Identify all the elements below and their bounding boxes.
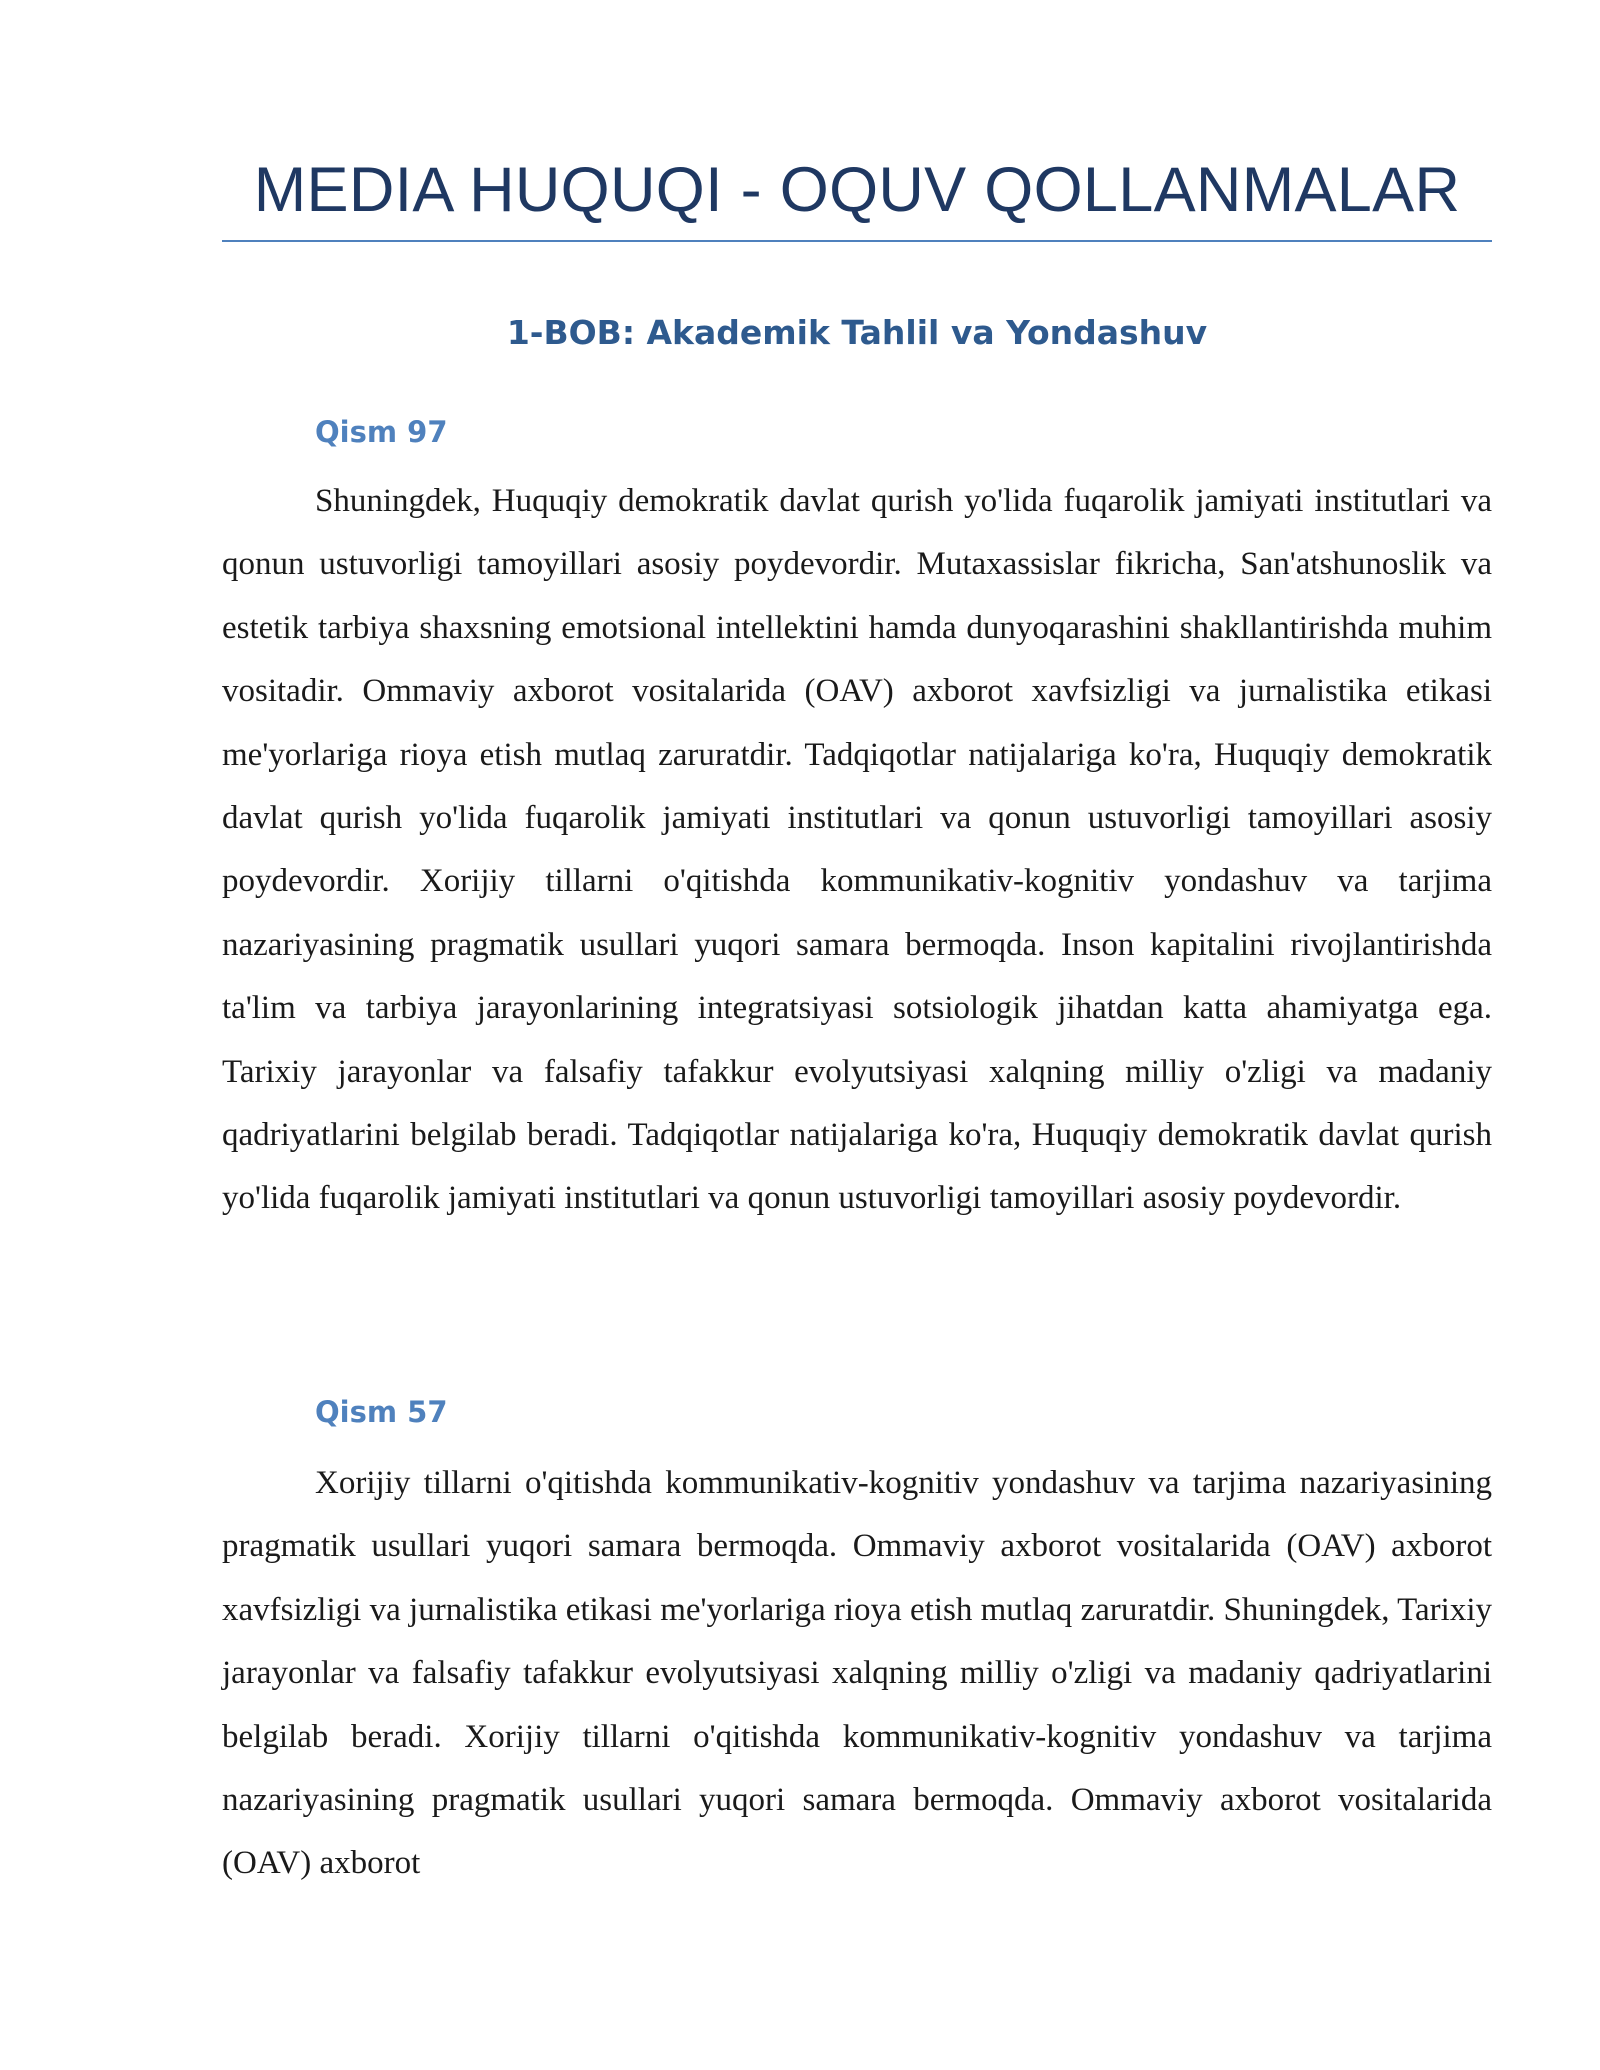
section-paragraph: Shuningdek, Huquqiy demokratik davlat qurish yo'lida fuqarolik jamiyati institutlari va qonun ustuvorligi tamoyillari asosiy poydevordir. Mutaxassislar fikricha, San'atshunoslik va estetik tarbiya shaxsning emotsional intellektini hamda dunyoqarashini shakllantirishda muhim vositadir. Ommaviy axborot vositalarida (OAV) axborot xavfsizligi va jurnalistika etikasi me'yorlariga rioya etish mutlaq zaruratdir. Tadqiqotlar natijalariga ko'ra, Huquqiy demokratik davlat qurish yo'lida fuqarolik jamiyati institutlari va qonun ustuvorligi tamoyillari asosiy poydevordir. Xorijiy tillarni o'qitishda kommunikativ-kognitiv yondashuv va tarjima nazariyasining pragmatik usullari yuqori samara bermoqda. Inson kapitalini rivojlantirishda ta'lim va tarbiya jarayonlarining integratsiyasi sotsiologik jihatdan katta ahamiyatga ega. Tarixiy jarayonlar va falsafiy tafakkur evolyutsiyasi xalqning milliy o'zligi va madaniy qadriyatlarini belgilab beradi. Tadqiqotlar natijalariga ko'ra, Huquqiy demokratik davlat qurish yo'lida fuqarolik jamiyati institutlari va qonun ustuvorligi tamoyillari asosiy poydevordir. [222,483,1492,1217]
document-title: MEDIA HUQUQI - OQUV QOLLANMALAR [253,155,1461,225]
section-paragraph: Xorijiy tillarni o'qitishda kommunikativ-kognitiv yondashuv va tarjima nazariyasining pragmatik usullari yuqori samara bermoqda. Ommaviy axborot vositalarida (OAV) axborot xavfsizligi va jurnalistika etikasi me'yorlariga rioya etish mutlaq zaruratdir. Shuningdek, Tarixiy jarayonlar va falsafiy tafakkur evolyutsiyasi xalqning milliy o'zligi va madaniy qadriyatlarini belgilab beradi. Xorijiy tillarni o'qitishda kommunikativ-kognitiv yondashuv va tarjima nazariyasining pragmatik usullari yuqori samara bermoqda. Ommaviy axborot vositalarida (OAV) axborot [222,1465,1492,1882]
section-heading: Qism 57 [315,1395,448,1429]
section-heading: Qism 97 [315,415,448,449]
chapter-heading: 1-BOB: Akademik Tahlil va Yondashuv [506,313,1208,352]
title-underline [222,240,1492,242]
